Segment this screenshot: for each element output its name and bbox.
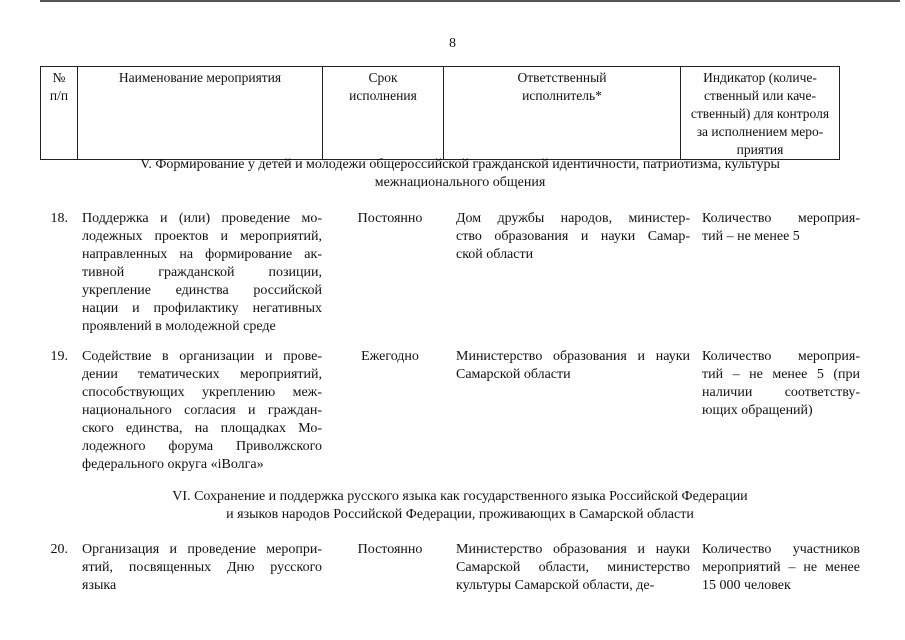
table-header xyxy=(40,66,840,160)
text-line: национального согласия и граждан- xyxy=(82,403,322,418)
row-responsible xyxy=(456,541,690,595)
text-line: Содействие в организации и прове- xyxy=(82,349,322,364)
text-line: Индикатор (количе- xyxy=(703,70,817,85)
header-col-term xyxy=(323,67,444,160)
text-line: направленных на формирование ак- xyxy=(82,247,322,262)
text-line: нации и профилактику негативных xyxy=(82,301,322,316)
text-line: ющих обращений) xyxy=(702,403,813,418)
row-indicator xyxy=(702,348,860,420)
text-line: исполнитель* xyxy=(522,88,602,103)
text-line: VI. Сохранение и поддержка русского языка как государственного языка Российской Федерации xyxy=(172,489,748,504)
text-line: Срок xyxy=(368,70,398,85)
row-indicator xyxy=(702,210,860,246)
text-line: проявлений в молодежной среде xyxy=(82,319,276,334)
text-line: и языков народов Российской Федерации, проживающих в Самарской области xyxy=(226,507,694,522)
row-number: 19. xyxy=(50,349,68,364)
header-col-indicator xyxy=(681,67,840,160)
row-event-name xyxy=(82,348,322,474)
row-responsible xyxy=(456,210,690,264)
text-line: лодежного форума Приволжского xyxy=(82,439,322,454)
row-event-name xyxy=(82,541,322,595)
row-responsible xyxy=(456,348,690,384)
page-number: 8 xyxy=(449,36,456,51)
text-line: культуры Самарской области, де- xyxy=(456,578,655,593)
text-line: № xyxy=(52,70,66,85)
text-line: Количество мероприя- xyxy=(702,211,860,226)
row-term: Постоянно xyxy=(357,211,423,226)
scan-top-border xyxy=(40,0,900,2)
text-line: ятий, посвященных Дню русского xyxy=(82,560,322,575)
text-line: ственный или каче- xyxy=(704,88,816,103)
text-line: приятия xyxy=(736,142,784,157)
row-term: Постоянно xyxy=(357,542,423,557)
text-line: тий – не менее 5 xyxy=(702,229,800,244)
header-col-name xyxy=(78,67,323,160)
row-indicator xyxy=(702,541,860,595)
text-line: Наименование мероприятия xyxy=(118,70,282,85)
text-line: Организация и проведение меропри- xyxy=(82,542,322,557)
text-line: ского единства, на площадках Мо- xyxy=(82,421,322,436)
text-line: Поддержка и (или) проведение мо- xyxy=(82,211,322,226)
text-line: мероприятий – не менее xyxy=(702,560,860,575)
text-line: укрепление единства российской xyxy=(82,283,322,298)
text-line: языка xyxy=(82,578,117,593)
text-line: V. Формирование у детей и молодежи общероссийской гражданской идентичности, патриотизма, культуры xyxy=(140,157,780,172)
text-line: за исполнением меро- xyxy=(696,124,824,139)
text-line: дении тематических мероприятий, xyxy=(82,367,322,382)
text-line: Самарской области, министерство xyxy=(456,560,690,575)
text-line: межнационального общения xyxy=(374,175,546,190)
text-line: Количество мероприя- xyxy=(702,349,860,364)
text-line: п/п xyxy=(49,88,69,103)
text-line: Количество участников xyxy=(702,542,860,557)
text-line: ской области xyxy=(456,247,534,262)
text-line: исполнения xyxy=(349,88,417,103)
text-line: лодежных проектов и мероприятий, xyxy=(82,229,322,244)
row-number: 18. xyxy=(50,211,68,226)
row-event-name xyxy=(82,210,322,336)
text-line: федерального округа «iВолга» xyxy=(82,457,264,472)
text-line: Самарской области xyxy=(456,367,571,382)
section-heading-v xyxy=(60,156,860,192)
row-term: Ежегодно xyxy=(361,349,419,364)
text-line: Ответственный xyxy=(517,70,607,85)
row-number: 20. xyxy=(50,542,68,557)
text-line: Дом дружбы народов, министер- xyxy=(456,211,690,226)
text-line: Министерство образования и науки xyxy=(456,542,690,557)
text-line: тивной гражданской позиции, xyxy=(82,265,322,280)
text-line: способствующих укреплению меж- xyxy=(82,385,322,400)
text-line: тий – не менее 5 (при xyxy=(702,367,860,382)
header-col-resp xyxy=(444,67,681,160)
section-heading-vi xyxy=(60,488,860,524)
text-line: наличии соответству- xyxy=(702,385,860,400)
text-line: Министерство образования и науки xyxy=(456,349,690,364)
text-line: 15 000 человек xyxy=(702,578,791,593)
header-col-num xyxy=(41,67,78,160)
text-line: ство образования и науки Самар- xyxy=(456,229,690,244)
text-line: ственный) для контроля xyxy=(690,106,830,121)
